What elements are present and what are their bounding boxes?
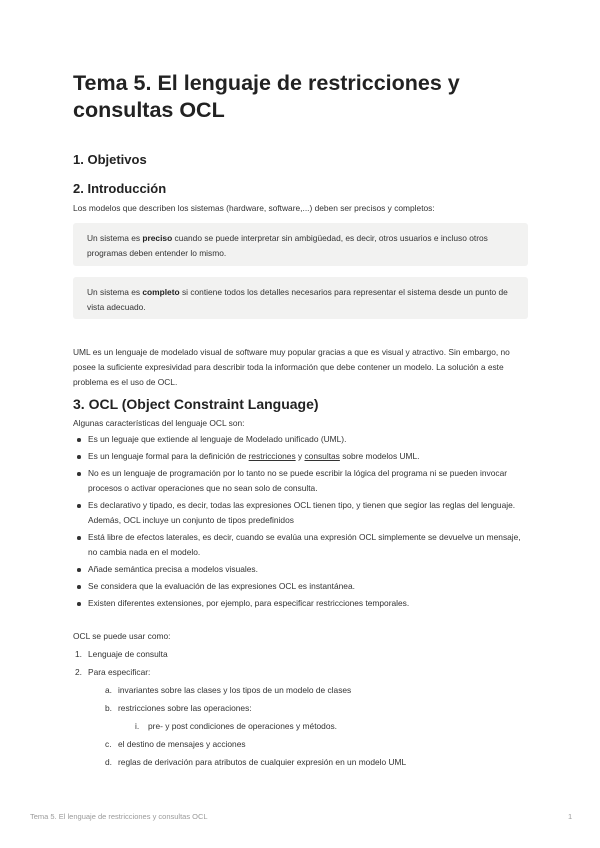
section-ocl-heading: 3. OCL (Object Constraint Language)	[73, 396, 319, 412]
intro-lead-paragraph: Los modelos que describen los sistemas (hardware, software,...) deben ser precisos y completos:	[73, 203, 435, 213]
sublist	[88, 683, 528, 770]
list-item: Está libre de efectos laterales, es decir, cuando se evalúa una expresión OCL simplemente se devuelve un mensaje, no cambia nada en el modelo.	[73, 530, 528, 560]
footer-title: Tema 5. El lenguaje de restricciones y consultas OCL	[30, 812, 208, 821]
callout-preciso-pre: Un sistema es	[87, 233, 143, 243]
list-item: Existen diferentes extensiones, por ejemplo, para especificar restricciones temporales.	[73, 596, 528, 611]
list-item-text: restricciones sobre las operaciones:	[118, 703, 252, 713]
callout-preciso-text	[87, 231, 514, 261]
callout-completo	[73, 277, 528, 319]
list-marker: i.	[135, 721, 140, 731]
list-item-text: Para especificar:	[88, 667, 151, 677]
callout-preciso	[73, 223, 528, 266]
sublist-item	[103, 737, 528, 752]
restricciones-link[interactable]: restricciones	[248, 451, 296, 461]
section-introduccion-heading: 2. Introducción	[73, 181, 167, 196]
callout-preciso-term: preciso	[142, 233, 173, 243]
callout-completo-term: completo	[142, 287, 180, 297]
list-item: Añade semántica precisa a modelos visuales.	[73, 562, 528, 577]
consultas-link[interactable]: consultas	[304, 451, 340, 461]
section-objetivos-heading: 1. Objetivos	[73, 152, 147, 167]
ocl-uses-list	[73, 647, 528, 773]
list-item-text: el destino de mensajes y acciones	[118, 739, 246, 749]
callout-preciso-post: cuando se puede interpretar sin ambigüedad, es decir, otros usuarios e incluso otros programas deben entender lo mismo.	[87, 233, 488, 258]
bullet-text: Es un lenguaje formal para la definición de	[88, 451, 249, 461]
bullet-text: y	[295, 451, 305, 461]
list-item-text: Lenguaje de consulta	[88, 649, 168, 659]
page-number: 1	[568, 812, 573, 821]
list-item: Es un leguaje que extiende al lenguaje de Modelado unificado (UML).	[73, 432, 528, 447]
list-item: Se considera que la evaluación de las expresiones OCL es instantánea.	[73, 579, 528, 594]
ocl-lead-paragraph: Algunas características del lenguaje OCL son:	[73, 418, 245, 428]
callout-completo-text	[87, 285, 514, 315]
callout-completo-pre: Un sistema es	[87, 287, 143, 297]
list-marker: 2.	[75, 667, 82, 677]
sublist-item	[103, 755, 528, 770]
list-item: Es declarativo y tipado, es decir, todas las expresiones OCL tienen tipo, y tienen que segior las reglas del lenguaje. Además, OCL incluye un conjunto de tipos predefinidos	[73, 498, 528, 528]
sub-sublist	[118, 719, 528, 734]
uses-lead-paragraph: OCL se puede usar como:	[73, 631, 171, 641]
list-item-text: pre- y post condiciones de operaciones y métodos.	[148, 721, 338, 731]
page-title: Tema 5. El lenguaje de restricciones y consultas OCL	[73, 71, 460, 122]
list-marker: b.	[105, 703, 112, 713]
list-item	[73, 449, 528, 464]
list-marker: c.	[105, 739, 112, 749]
bullet-text: sobre modelos UML.	[339, 451, 420, 461]
ocl-characteristics-list	[73, 432, 528, 613]
list-item: No es un lenguaje de programación por lo tanto no se puede escribir la lógica del programa ni se pueden invocar procesos o activar operaciones que no sean solo de consulta.	[73, 466, 528, 496]
sublist-item	[103, 683, 528, 698]
sub-sublist-item	[133, 719, 528, 734]
list-item	[73, 647, 528, 662]
sublist-item	[103, 701, 528, 734]
list-item-text: invariantes sobre las clases y los tipos de un modelo de clases	[118, 685, 352, 695]
uml-paragraph: UML es un lenguaje de modelado visual de software muy popular gracias a que es visual y atractivo. Sin embargo, no posee la suficiente expresividad para describir toda la información que debe contener un modelo. La solución a este problema es el uso de OCL.	[73, 347, 510, 387]
list-marker: d.	[105, 757, 112, 767]
list-item	[73, 665, 528, 770]
list-item-text: reglas de derivación para atributos de cualquier expresión en un modelo UML	[118, 757, 407, 767]
callout-completo-post: si contiene todos los detalles necesarios para representar el sistema desde un punto de vista adecuado.	[87, 287, 508, 312]
list-marker: 1.	[75, 649, 82, 659]
list-marker: a.	[105, 685, 112, 695]
